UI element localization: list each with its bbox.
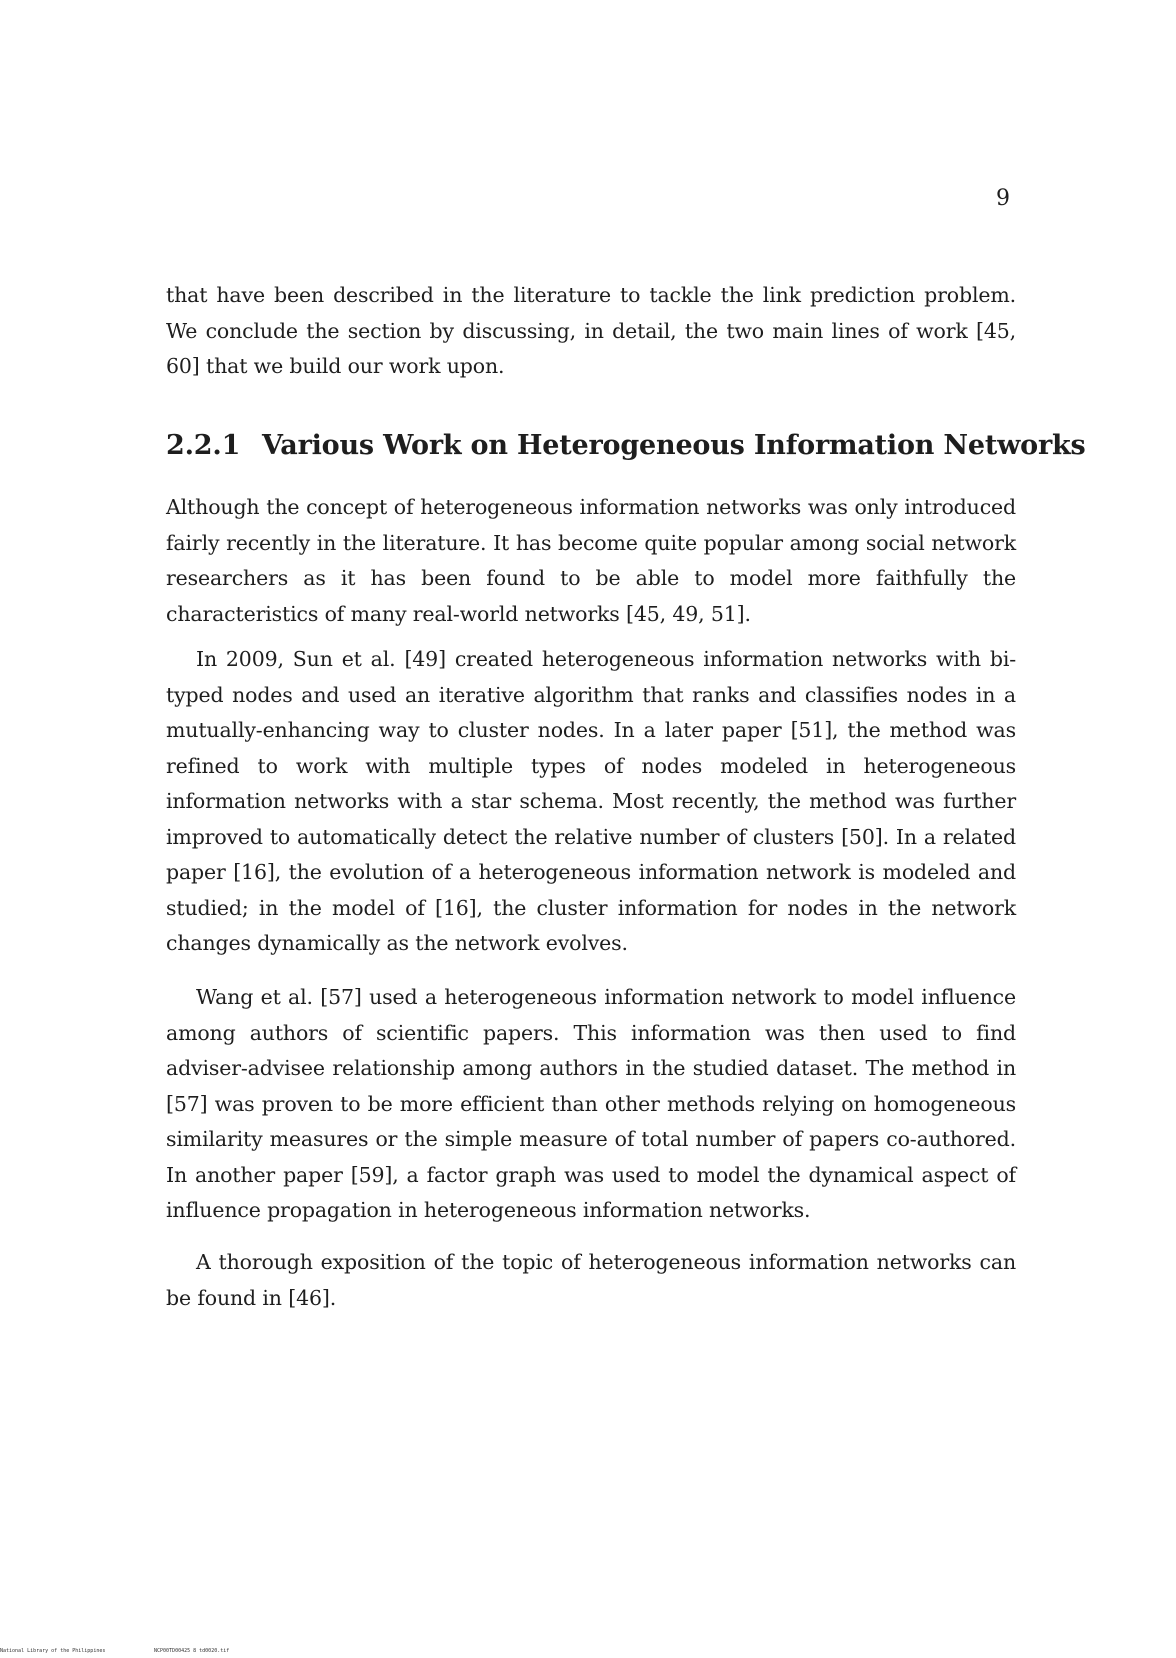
page-number: 9 [996,186,1010,211]
paragraph-2: In 2009, Sun et al. [49] created heterogeneous information networks with bi-typed nodes and used an iterative algorithm that ranks and classifies nodes in a mutually-enhancing way to cluster nodes. In a later paper [51], the method was refined to work with multiple types of nodes modeled in heterogeneous information networks with a star schema. Most recently, the method was further improved to automatically detect the relative number of clusters [50]. In a related paper [16], the evolution of a heterogeneous information network is modeled and studied; in the model of [16], the cluster information for nodes in the network changes dynamically as the network evolves. [166,647,1016,955]
paragraph-intro: that have been described in the literature to tackle the link prediction problem. We conclude the section by discussing, in detail, the two main lines of work [45, 60] that we build our work upon. [166,283,1016,378]
footer-library: National Library of the Philippines [0,1648,106,1654]
paragraph-4: A thorough exposition of the topic of heterogeneous information networks can be found in [46]. [166,1250,1016,1310]
paragraph-1: Although the concept of heterogeneous information networks was only introduced fairly recently in the literature. It has become quite popular among social network researchers as it has been found to be able to model more faithfully the characteristics of many real-world networks [45, 49, 51]. [166,495,1016,626]
section-number: 2.2.1 [166,430,241,461]
paragraph-3: Wang et al. [57] used a heterogeneous information network to model influence among authors of scientific papers. This information was then used to find adviser-advisee relationship among authors in the studied dataset. The method in [57] was proven to be more efficient than other methods relying on homogeneous similarity measures or the simple measure of total number of papers co-authored. In another paper [59], a factor graph was used to model the dynamical aspect of influence propagation in heterogeneous information networks. [166,985,1016,1222]
footer-file-id: NCP00TD00425 8 td0020.tif [154,1648,230,1654]
section-heading [166,430,1086,461]
section-title: Various Work on Heterogeneous Information Networks [262,430,1086,461]
